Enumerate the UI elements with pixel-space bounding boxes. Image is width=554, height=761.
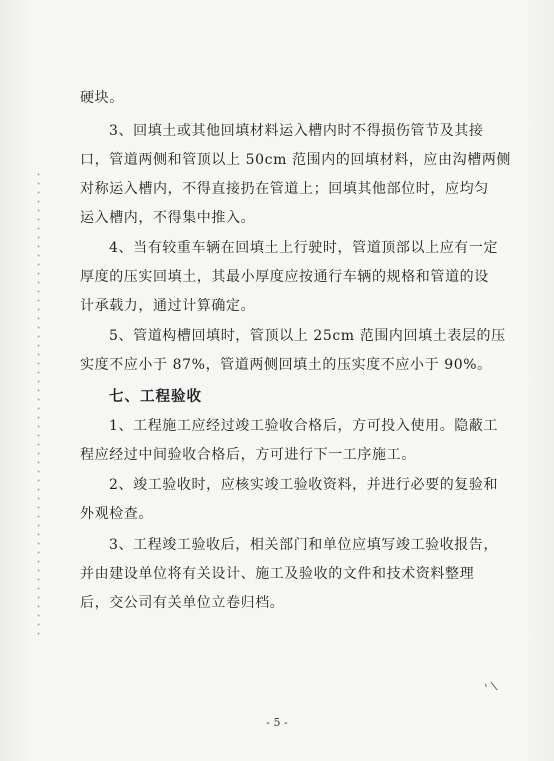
text-line: 2、竣工验收时，应核实竣工验收资料，并进行必要的复验和 — [109, 477, 499, 493]
text-line: 1、工程施工应经过竣工验收合格后，方可投入使用。隐蔽工 — [109, 418, 499, 434]
text-line: 口，管道两侧和管顶以上 50cm 范围内的回填材料，应由沟槽两侧 — [80, 152, 512, 168]
text-line: 后，交公司有关单位立卷归档。 — [80, 595, 285, 611]
text-line: 运入槽内，不得集中推入。 — [80, 210, 256, 226]
text-line: 硬块。 — [80, 90, 124, 106]
text-line: 实度不应小于 87%，管道两侧回填土的压实度不应小于 90%。 — [80, 357, 492, 373]
scan-mark: ' \ — [482, 678, 499, 696]
section-paragraph-2 — [80, 471, 499, 529]
paragraph-item-3 — [80, 117, 512, 233]
text-line: 程应经过中间验收合格后，方可进行下一工序施工。 — [80, 447, 416, 463]
binding-holes — [37, 170, 40, 640]
text-line: 计承载力，通过计算确定。 — [80, 298, 256, 314]
text-line: 并由建设单位将有关设计、施工及验收的文件和技术资料整理 — [80, 566, 475, 582]
paragraph-continuation — [80, 84, 492, 113]
section-paragraph-3 — [80, 531, 499, 618]
paragraph-item-5 — [80, 322, 506, 380]
text-line: 对称运入槽内，不得直接扔在管道上；回填其他部位时，应均匀 — [80, 181, 489, 197]
text-line: 3、工程竣工验收后，相关部门和单位应填写竣工验收报告， — [109, 537, 499, 553]
text-line: 厚度的压实回填土，其最小厚度应按通行车辆的规格和管道的设 — [80, 269, 489, 285]
paragraph-item-4 — [80, 234, 499, 321]
section-paragraph-1 — [80, 412, 499, 470]
text-line: 4、当有较重车辆在回填土上行驶时，管道顶部以上应有一定 — [109, 240, 499, 256]
page-number: - 5 - — [266, 716, 288, 729]
text-line: 3、回填土或其他回填材料运入槽内时不得损伤管节及其接 — [109, 123, 484, 139]
text-line: 5、管道构槽回填时，管顶以上 25cm 范围内回填土表层的压 — [109, 328, 506, 344]
text-line: 外观检查。 — [80, 506, 153, 522]
section-heading: 七、工程验收 — [109, 388, 202, 405]
